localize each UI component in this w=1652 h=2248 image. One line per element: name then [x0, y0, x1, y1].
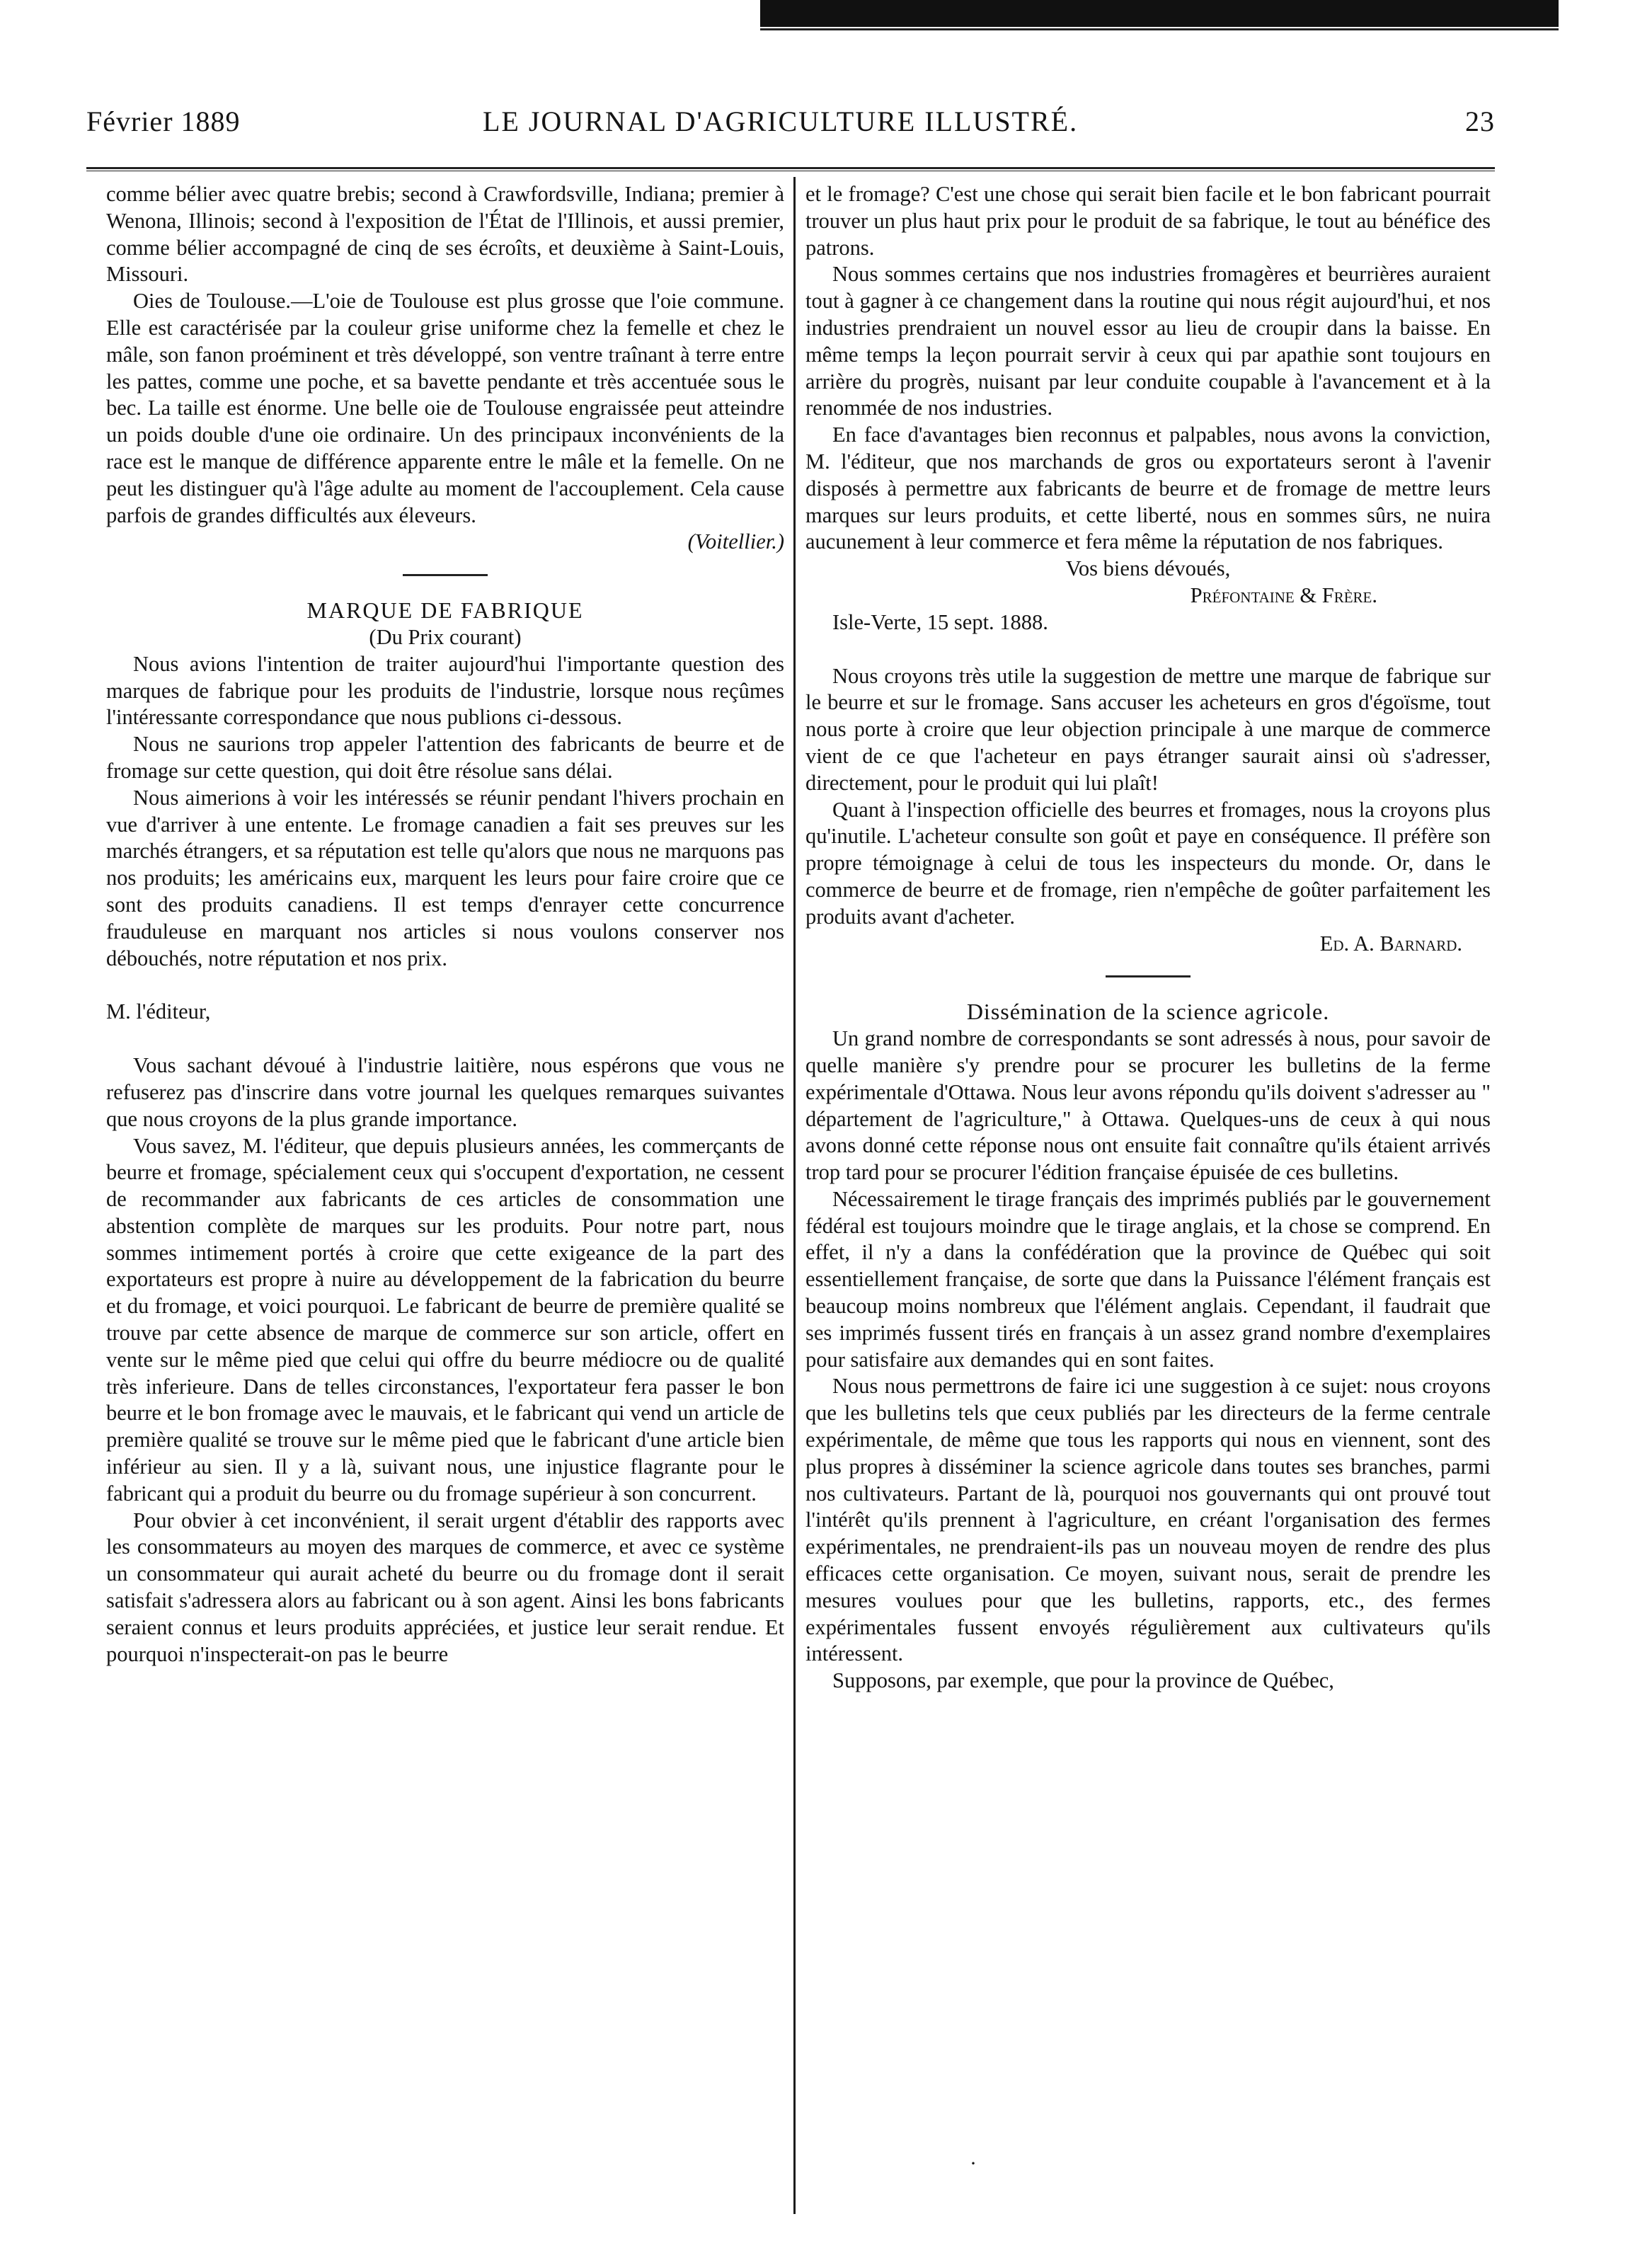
salutation: M. l'éditeur, [106, 999, 211, 1024]
journal-title: LE JOURNAL D'AGRICULTURE ILLUSTRÉ. [483, 105, 1079, 137]
top-border-line [760, 28, 1559, 30]
letter-place-date: Isle-Verte, 15 sept. 1888. [832, 609, 1048, 634]
paragraph: Pour obvier à cet inconvénient, il serait urgent d'établir des rapports avec les consommateurs au moyen des marques de commerce, et avec ce système un consommateur qui aurait acheté du beurre ou du fromage dont il serait satisfait s'adressera alors au fabricant ou à son agent. Ainsi les bons fabricants seraient connus et leurs produits appréciées, et justice leur serait rendue. Et pourquoi n'inspecterait-on pas le beurre [106, 1508, 784, 1666]
paragraph: Nous aimerions à voir les intéressés se réunir pendant l'hivers prochain en vue d'arriver à une entente. Le fromage canadien a fait ses preuves sur les marchés étrangers, et sa réputation est telle qu'alors que nous ne marquons pas nos produits; les américains eux, marquent les leurs pour faire croire que ce sont des produits canadiens. Il est temps d'enrayer cette concurrence frauduleuse en marquant nos articles si nous voulons conserver nos débouchés, notre réputation et nos prix. [106, 785, 784, 970]
left-column [106, 181, 784, 1668]
paragraph: comme bélier avec quatre brebis; second à Crawfordsville, Indiana; premier à Wenona, Illinois; second à l'exposition de l'État de l'Illinois, et aussi premier, comme bélier accompagné de cinq de ses écroîts, et deuxième à Saint-Louis, Missouri. [106, 182, 784, 287]
paragraph: En face d'avantages bien reconnus et palpables, nous avons la conviction, M. l'éditeur, que nos marchands de gros ou exportateurs seront à l'avenir disposés à permettre aux fabricants de beurre et de fromage de mettre leurs marques sur leurs produits, et cette liberté, nous en sommes sûrs, ne nuira aucunement à leur commerce et fera même la réputation de nos fabriques. [805, 423, 1491, 554]
signature: Ed. A. Barnard. [1319, 931, 1462, 956]
paragraph: Oies de Toulouse.—L'oie de Toulouse est plus grosse que l'oie commune. Elle est caractérisée par la couleur grise uniforme chez la femelle et chez le mâle, son fanon proéminent et très développé, son ventre traînant à terre entre les pattes, comme une poche, et sa bavette pendante et très accentuée sous le bec. La taille est énorme. Une belle oie de Toulouse engraissée peut atteindre un poids double d'une oie ordinaire. Un des principaux inconvénients de la race est le manque de différence apparente entre le mâle et la femelle. On ne peut les distinguer qu'à l'âge adulte au moment de l'accouplement. Cela cause parfois de grandes difficultés aux éleveurs. [106, 289, 784, 527]
paragraph: Un grand nombre de correspondants se sont adressés à nous, pour savoir de quelle manière s'y prendre pour se procurer les bulletins de la ferme expérimentale d'Ottawa. Nous leur avons répondu qu'ils doivent s'adresser au " département de l'agriculture," à Ottawa. Quelques-uns de ceux à qui nous avons donné cette réponse nous ont ensuite fait connaître qu'ils étaient arrivés trop tard pour se procurer l'édition française épuisée de ces bulletins. [805, 1026, 1491, 1185]
paragraph: Vous sachant dévoué à l'industrie laitière, nous espérons que vous ne refuserez pas d'inscrire dans votre journal les quelques remarques suivantes que nous croyons de la plus grande importance. [106, 1053, 784, 1131]
paragraph: et le fromage? C'est une chose qui serait bien facile et le bon fabricant pourrait trouver un plus haut prix pour le produit de sa fabrique, le tout au bénéfice des patrons. [805, 182, 1491, 260]
letter-closing: Vos biens dévoués, [1065, 556, 1231, 581]
column-separator [793, 177, 796, 2214]
letter-signatory: Préfontaine & Frère. [1190, 583, 1377, 607]
paragraph: Nous nous permettrons de faire ici une suggestion à ce sujet: nous croyons que les bulletins tels que ceux publiés par les directeurs de la ferme centrale expérimentale, de même que tous les rapports qui nous en viennent, sont des plus propres à disséminer la science agricole dans toutes ses branches, parmi nos cultivateurs. Partant de là, pourquoi nos gouvernants qui ont prouvé tout l'intérêt qu'ils prennent à l'agriculture, en créant l'organisation des fermes expérimentales, ne prendraient-ils pas un nouveau moyen de rendre des plus efficaces cette organisation. Ce moyen, suivant nous, serait de prendre les mesures voulues pour que les bulletins, rapports, etc., des fermes expérimentales fussent envoyés régulièrement aux cultivateurs qu'ils intéressent. [805, 1374, 1491, 1666]
page-header [86, 105, 1495, 147]
separator-rule [1106, 975, 1191, 977]
paragraph: Nous croyons très utile la suggestion de mettre une marque de fabrique sur le beurre et sur le fromage. Sans accuser les acheteurs en gros d'égoïsme, tout nous porte à croire que leur objection principale à une marque de commerce vient de ce que l'acheteur en pays étranger saurait ainsi où s'adresser, directement, pour le produit qui lui plaît! [805, 663, 1491, 795]
section-source: (Du Prix courant) [369, 624, 522, 649]
paragraph: Supposons, par exemple, que pour la province de Québec, [832, 1668, 1334, 1693]
paragraph: Quant à l'inspection officielle des beurres et fromages, nous la croyons plus qu'inutile. L'acheteur consulte son goût et paye en conséquence. Il préfère son propre témoignage à celui de tous les inspecteurs du monde. Or, dans le commerce de beurre et de fromage, rien n'empêche de goûter parfaitement les produits avant d'acheter. [805, 797, 1491, 929]
issue-date: Février 1889 [86, 105, 241, 137]
paragraph: Nous avions l'intention de traiter aujourd'hui l'importante question des marques de fabrique pour les produits de l'industrie, lorsque nous reçûmes l'intéressante correspondance que nous publions ci-dessous. [106, 651, 784, 730]
signature: (Voitellier.) [687, 529, 784, 554]
header-rule [86, 167, 1495, 169]
right-column [805, 181, 1491, 1694]
paragraph: Nous ne saurions trop appeler l'attention des fabricants de beurre et de fromage sur cette question, qui doit être résolue sans délai. [106, 732, 784, 783]
ink-speck: · [970, 2152, 977, 2175]
section-heading: MARQUE DE FABRIQUE [306, 597, 584, 624]
paragraph: Nécessairement le tirage français des imprimés publiés par le gouvernement fédéral est toujours moindre que le tirage anglais, et la chose se comprend. En effet, il n'y a dans la confédération que la province de Québec qui soit essentiellement française, de sorte que dans la Puissance l'élément français est beaucoup moins nombreux que l'élément anglais. Cependant, il faudrait que ses imprimés fussent tirés en français à un assez grand nombre d'exemplaires pour satisfaire aux demandes qui en sont faites. [805, 1186, 1491, 1372]
separator-rule [403, 574, 488, 576]
section-heading: Dissémination de la science agricole. [966, 999, 1330, 1025]
paragraph: Vous savez, M. l'éditeur, que depuis plusieurs années, les commerçants de beurre et fromage, spécialement ceux qui s'occupent d'exportation, ne cessent de recommander aux fabricants de ces articles de consommation une abstention complète de marques sur les produits. Pour notre part, nous sommes intimement portés à croire que cette exigeance de la part des exportateurs est propre à nuire au développement de la fabrication du beurre et du fromage, et voici pourquoi. Le fabricant de beurre de première qualité se trouve par cette absence de marque de commerce sur son article, offert en vente sur le même pied que celui qui offre du beurre médiocre ou de qualité très inferieure. Dans de telles circonstances, l'exportateur fera passer le bon beurre et le bon fromage avec le mauvais, et le fabricant qui vend un article de première qualité se trouve sur le même pied que le fabricant d'une article bien inférieur au sien. Il y a là, suivant nous, une injustice flagrante pour le fabricant qui a produit du beurre ou du fromage supérieur à son concurrent. [106, 1133, 784, 1506]
paragraph: Nous sommes certains que nos industries fromagères et beurrières auraient tout à gagner à ce changement dans la routine qui nous régit aujourd'hui, et nos industries prendraient un nouvel essor au lieu de croupir dans la baisse. En même temps la leçon pourrait servir à ceux qui par apathie sont toujours en arrière du progrès, nuisant par leur conduite coupable à l'avancement et à la renommée de nos industries. [805, 262, 1491, 420]
page-number: 23 [1465, 105, 1495, 137]
top-border-bar [760, 0, 1559, 27]
